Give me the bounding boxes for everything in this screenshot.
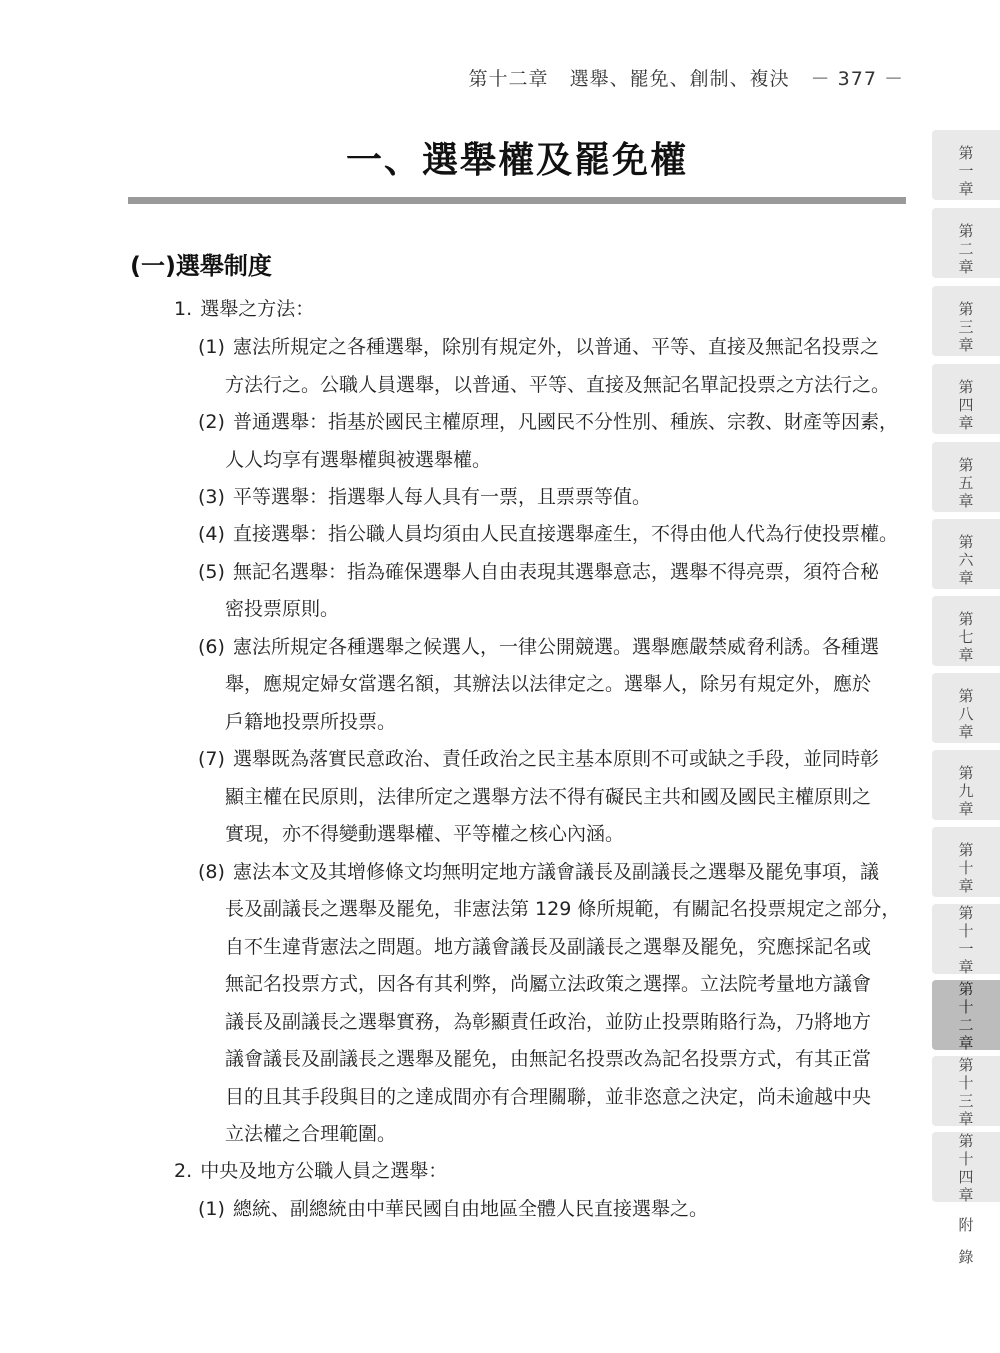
tab-chapter-6[interactable]: 第 六 章: [932, 519, 1000, 589]
paragraph-text: 中央及地方公職人員之選舉：: [200, 1160, 448, 1182]
list-item-text: 普通選舉：指基於國民主權原理，凡國民不分性別、種族、宗教、財產等因素，: [232, 411, 898, 433]
running-head-topic: 選舉、罷免、創制、複決: [569, 68, 790, 90]
list-item-continuation: 密投票原則。: [225, 598, 340, 620]
list-item-text: 憲法本文及其增修條文均無明定地方議會議長及副議長之選舉及罷免事項，議: [232, 861, 879, 883]
paragraph-1: [174, 297, 314, 321]
tab-chapter-7[interactable]: 第 七 章: [932, 596, 1000, 666]
tab-appendix[interactable]: 附 錄: [958, 1216, 974, 1266]
list-item-text: 選舉既為落實民意政治、責任政治之民主基本原則不可或缺之手段，並同時彰: [232, 748, 879, 770]
list-item-continuation: 舉，應規定婦女當選名額，其辦法以法律定之。選舉人，除另有規定外，應於: [225, 673, 872, 695]
list-item: [198, 747, 879, 771]
list-item: [198, 410, 898, 434]
running-head: [469, 64, 904, 91]
list-item-continuation: 目的且其手段與目的之達成間亦有合理關聯，並非恣意之決定，尚未逾越中央: [225, 1086, 872, 1108]
list-marker: (1): [198, 336, 225, 358]
list-item-continuation: 戶籍地投票所投票。: [225, 711, 397, 733]
tab-chapter-12-active[interactable]: 第 十 二 章: [932, 980, 1000, 1050]
list-item-continuation: 議會議長及副議長之選舉及罷免，由無記名投票改為記名投票方式，有其正當: [225, 1048, 872, 1070]
list-item-text: 無記名選舉：指為確保選舉人自由表現其選舉意志，選舉不得亮票，須符合秘: [232, 561, 879, 583]
list-marker: (6): [198, 636, 225, 658]
list-item-text: 憲法所規定各種選舉之候選人，一律公開競選。選舉應嚴禁威脅利誘。各種選: [232, 636, 879, 658]
list-marker: (3): [198, 486, 225, 508]
section-heading: (一)選舉制度: [130, 252, 272, 280]
list-item-continuation: 顯主權在民原則，法律所定之選舉方法不得有礙民主共和國及國民主權原則之: [225, 786, 872, 808]
tab-chapter-4[interactable]: 第 四 章: [932, 364, 1000, 434]
list-item-text: 總統、副總統由中華民國自由地區全體人民直接選舉之。: [232, 1198, 708, 1220]
tab-chapter-9[interactable]: 第 九 章: [932, 750, 1000, 820]
tab-chapter-2[interactable]: 第 二 章: [932, 208, 1000, 278]
page-title: 一、選舉權及罷免權: [345, 140, 688, 181]
list-marker: (4): [198, 523, 225, 545]
tab-chapter-3[interactable]: 第 三 章: [932, 286, 1000, 356]
list-item-continuation: 人人均享有選舉權與被選舉權。: [225, 449, 492, 471]
list-item: [198, 560, 879, 584]
list-item-continuation: 自不生違背憲法之問題。地方議會議長及副議長之選舉及罷免，究應採記名或: [225, 936, 872, 958]
list-item-continuation: 實現，亦不得變動選舉權、平等權之核心內涵。: [225, 823, 625, 845]
tab-chapter-5[interactable]: 第 五 章: [932, 442, 1000, 512]
list-marker: (8): [198, 861, 225, 883]
list-item: [198, 522, 898, 546]
list-item-continuation: 無記名投票方式，因各有其利弊，尚屬立法政策之選擇。立法院考量地方議會: [225, 973, 872, 995]
list-item-continuation: 方法行之。公職人員選舉，以普通、平等、直接及無記名單記投票之方法行之。: [225, 374, 891, 396]
list-item: [198, 635, 879, 659]
list-item-continuation: 長及副議長之選舉及罷免，非憲法第 129 條所規範，有關記名投票規定之部分，: [225, 898, 901, 920]
tab-chapter-10[interactable]: 第 十 章: [932, 827, 1000, 897]
list-item-text: 憲法所規定之各種選舉，除別有規定外，以普通、平等、直接及無記名投票之: [232, 336, 879, 358]
list-marker: (2): [198, 411, 225, 433]
list-item: [198, 335, 879, 359]
tab-chapter-13[interactable]: 第 十 三 章: [932, 1056, 1000, 1126]
list-item: [198, 485, 651, 509]
tab-chapter-11[interactable]: 第 十 一 章: [932, 904, 1000, 974]
tab-chapter-14[interactable]: 第 十 四 章: [932, 1132, 1000, 1202]
running-head-chapter: 第十二章: [468, 68, 549, 90]
list-item-continuation: 立法權之合理範圍。: [225, 1123, 397, 1145]
tab-chapter-8[interactable]: 第 八 章: [932, 673, 1000, 743]
title-divider: [128, 197, 906, 204]
paragraph-2: [174, 1159, 447, 1183]
list-marker: 2.: [174, 1160, 193, 1182]
tab-chapter-1[interactable]: 第 一 章: [932, 130, 1000, 200]
list-marker: 1.: [174, 298, 193, 320]
list-marker: (7): [198, 748, 225, 770]
list-marker: (5): [198, 561, 225, 583]
list-marker: (1): [198, 1198, 225, 1220]
paragraph-text: 選舉之方法：: [200, 298, 315, 320]
page-number: － 377 －: [810, 68, 904, 90]
list-item-text: 平等選舉：指選舉人每人具有一票，且票票等值。: [232, 486, 651, 508]
list-item-continuation: 議長及副議長之選舉實務，為彰顯責任政治，並防止投票賄賂行為，乃將地方: [225, 1011, 872, 1033]
list-item-text: 直接選舉：指公職人員均須由人民直接選舉產生，不得由他人代為行使投票權。: [232, 523, 898, 545]
list-item: [198, 1197, 708, 1221]
list-item: [198, 860, 879, 884]
